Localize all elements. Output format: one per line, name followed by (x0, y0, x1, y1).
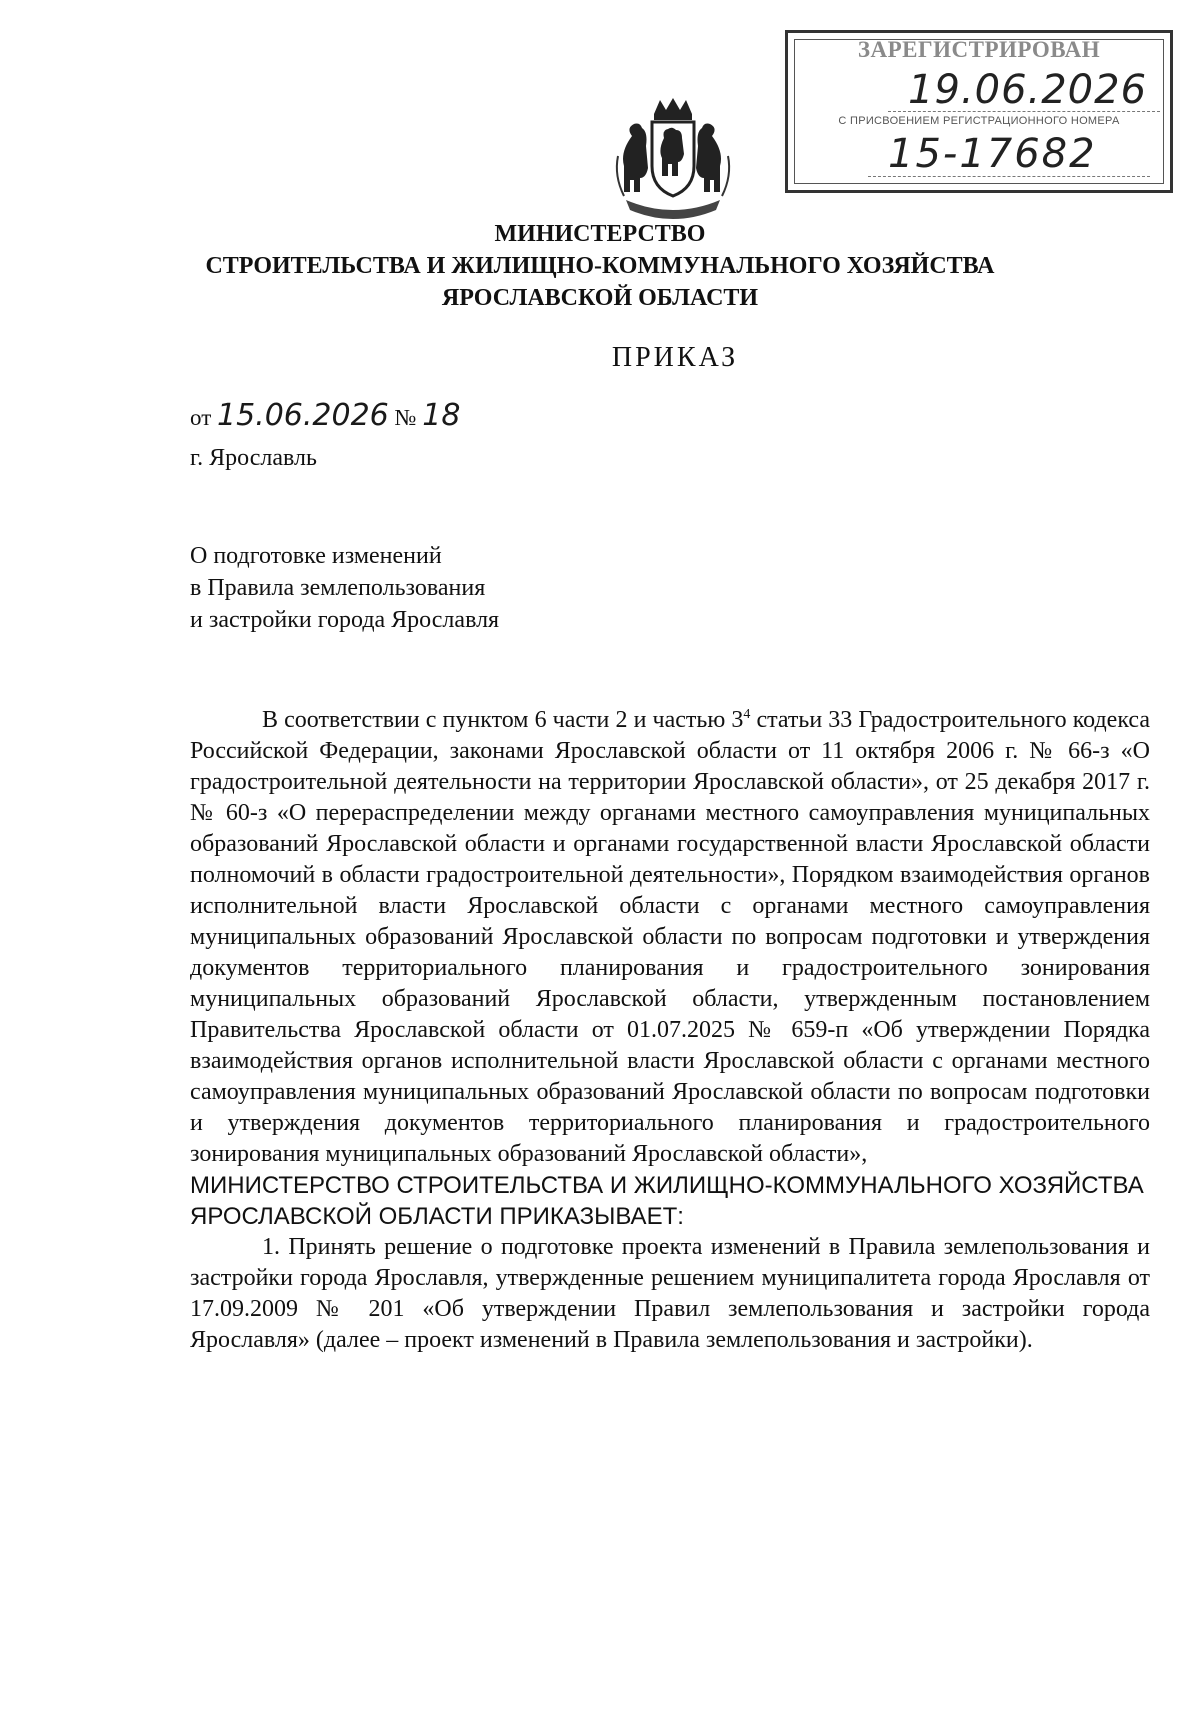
ministry-header-line: СТРОИТЕЛЬСТВА И ЖИЛИЩНО-КОММУНАЛЬНОГО ХОЗЯЙСТВА (205, 253, 995, 279)
stamp-registration-date: 19.06.2026 (908, 67, 1148, 113)
order-title: ПРИКАЗ (611, 342, 739, 373)
order-item-1: 1. Принять решение о подготовке проекта изменений в Правила землепользования и застройки города Ярославля, утвержденные решением муниципалитета города Ярославля от 17.09.2009 № 201 «Об утверждении Правил землепользования и застройки города Ярославля» (далее – проект изменений в Правила землепользования и застройки). (190, 1234, 1150, 1353)
preamble-start: В соответствии с пунктом 6 части 2 и частью 3 (262, 707, 744, 733)
order-body (190, 705, 1150, 1356)
stamp-registration-number: 15-17682 (888, 131, 1097, 177)
order-from-label: от (190, 405, 212, 430)
stamp-subtitle: С ПРИСВОЕНИЕМ РЕГИСТРАЦИОННОГО НОМЕРА (838, 115, 1120, 127)
order-number: 18 (422, 398, 461, 433)
order-date: 15.06.2026 (217, 398, 389, 433)
preamble-rest: статьи 33 Градостроительного кодекса Российской Федерации, законами Ярославской области от 11 октября 2006 г. № 66-з «О градостроительной деятельности на территории Ярославской области», от 25 декабря 2017 г. № 60-з «О перераспределении между органами местного самоуправления муниципальных образований Ярославской области и органами государственной власти Ярославской области полномочий в области градостроительной деятельности», Порядком взаимодействия органов исполнительной власти Ярославской области с органами местного самоуправления муниципальных образований Ярославской области по вопросам подготовки и утверждения документов территориального планирования и градостроительного зонирования муниципальных образований Ярославской области, утвержденным постановлением Правительства Ярославской области от 01.07.2025 № 659-п «Об утверждении Порядка взаимодействия органов исполнительной власти Ярославской области с органами местного самоуправления муниципальных образований Ярославской области по вопросам подготовки и утверждения документов территориального планирования и градостроительного зонирования муниципальных образований Ярославской области», (190, 707, 1150, 1167)
stamp-divider (888, 111, 1160, 112)
stamp-divider (868, 176, 1150, 177)
order-subject (190, 540, 499, 636)
order-city: г. Ярославль (190, 445, 317, 471)
ministry-header-line: МИНИСТЕРСТВО (494, 221, 706, 247)
stamp-title: ЗАРЕГИСТРИРОВАН (857, 37, 1101, 62)
decree-statement: МИНИСТЕРСТВО СТРОИТЕЛЬСТВА И ЖИЛИЩНО-КОММУНАЛЬНОГО ХОЗЯЙСТВА ЯРОСЛАВСКОЙ ОБЛАСТИ ПРИКАЗЫВАЕТ: (190, 1172, 1144, 1230)
order-date-number (190, 398, 460, 433)
registration-stamp (785, 30, 1173, 193)
order-subject-line: в Правила землепользования (190, 575, 486, 601)
preamble-superscript: 4 (743, 707, 751, 722)
order-subject-line: и застройки города Ярославля (190, 607, 500, 633)
coat-of-arms-emblem (612, 96, 734, 221)
ministry-header-line: ЯРОСЛАВСКОЙ ОБЛАСТИ (441, 285, 759, 311)
order-subject-line: О подготовке изменений (190, 543, 442, 569)
order-number-label: № (394, 405, 417, 430)
ministry-header (0, 218, 1200, 314)
preamble-paragraph (190, 705, 1150, 1170)
